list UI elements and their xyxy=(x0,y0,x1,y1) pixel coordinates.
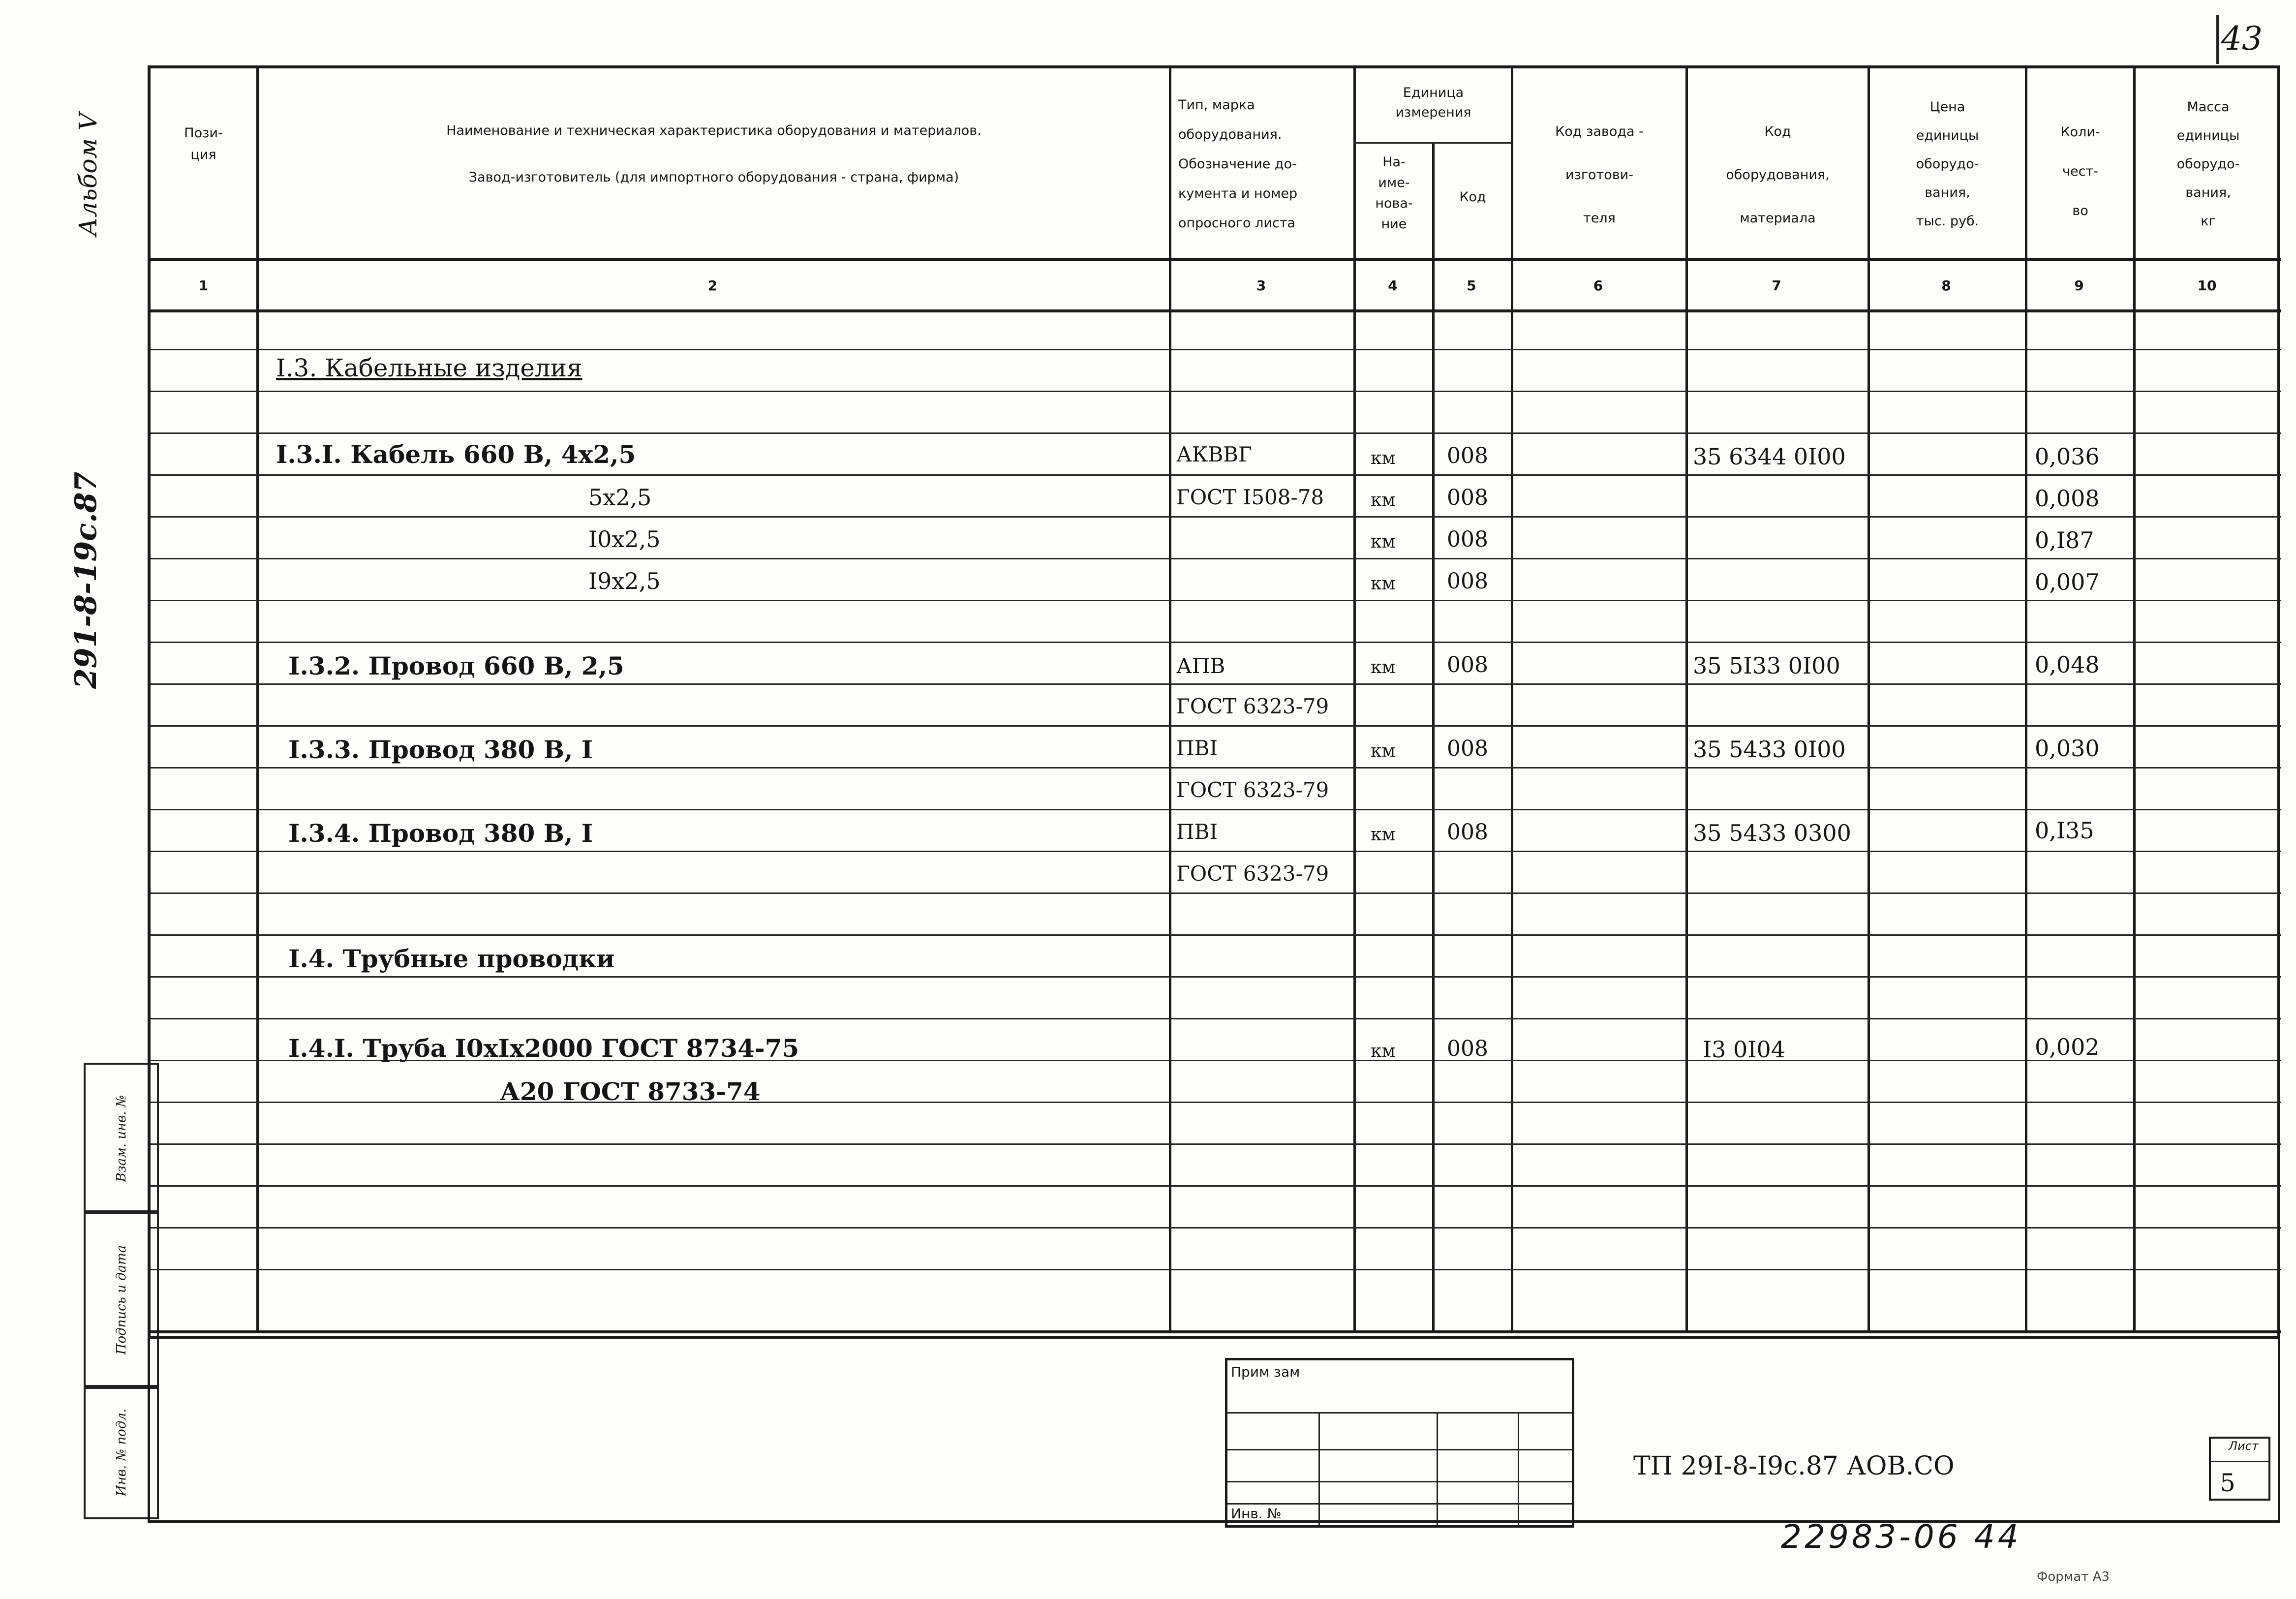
document-code: ТП 29I-8-I9с.87 АОВ.СО xyxy=(1633,1451,1955,1481)
item-material-code: 35 5433 0300 xyxy=(1693,820,1851,846)
col-number: 5 xyxy=(1467,277,1476,294)
item-unit: км xyxy=(1371,825,1396,845)
header-quantity: Коли- чест- во xyxy=(2060,124,2100,218)
row-line xyxy=(151,1018,2281,1019)
sheet-label: Лист xyxy=(2229,1439,2259,1453)
row-line xyxy=(151,432,2281,434)
item-material-code: I3 0I04 xyxy=(1703,1036,1786,1063)
row-line xyxy=(151,391,2281,392)
side-box-replace-label: Взам. инв. № xyxy=(114,1095,129,1182)
item-name: А20 ГОСТ 8733-74 xyxy=(500,1077,761,1106)
col-number: 7 xyxy=(1772,277,1781,294)
row-line xyxy=(151,558,2281,559)
album-label: Альбом V xyxy=(74,112,102,236)
revision-stamp-inventory: Инв. № xyxy=(1231,1506,1282,1522)
item-unit: км xyxy=(1371,448,1396,468)
item-quantity: 0,I87 xyxy=(2035,527,2094,554)
item-quantity: 0,030 xyxy=(2035,735,2100,762)
item-unit-code: 008 xyxy=(1447,820,1488,845)
row-line xyxy=(151,976,2281,978)
side-box-signature-label: Подпись и дата xyxy=(114,1245,129,1354)
item-quantity: 0,002 xyxy=(2035,1034,2100,1060)
item-name: I9х2,5 xyxy=(588,568,661,594)
item-unit-code: 008 xyxy=(1447,1036,1488,1061)
header-manufacturer-code: Код заводa - изготови- теля xyxy=(1555,124,1644,226)
revision-stamp xyxy=(1225,1358,1574,1528)
row-line xyxy=(151,809,2281,810)
item-material-code: 35 5433 0I00 xyxy=(1693,736,1846,763)
item-quantity: 0,036 xyxy=(2035,443,2100,470)
row-line xyxy=(151,1185,2281,1187)
row-line xyxy=(151,1143,2281,1145)
col-number: 8 xyxy=(1941,277,1951,294)
header-material-code: Код оборудования, материала xyxy=(1726,124,1830,226)
archive-number: 22983-06 44 xyxy=(1781,1518,2021,1556)
row-line xyxy=(151,1269,2281,1270)
item-type: АПВ xyxy=(1176,654,1225,678)
item-unit: км xyxy=(1371,741,1396,761)
header-unit-code: Код xyxy=(1459,189,1486,205)
item-name: I0х2,5 xyxy=(588,526,661,553)
item-unit: км xyxy=(1371,490,1396,510)
header-type: Тип, марка оборудования. Обозначение до- кумента и номер опросного листа xyxy=(1178,97,1298,231)
col-number: 2 xyxy=(707,277,718,294)
row-line xyxy=(151,934,2281,936)
col-number: 9 xyxy=(2074,277,2084,294)
page-number-bar xyxy=(2216,15,2219,64)
header-unit: Единица измерения xyxy=(1395,85,1471,120)
header-unit-name: На- име- нова- ние xyxy=(1375,154,1413,232)
item-quantity: 0,I35 xyxy=(2035,817,2094,844)
item-type: ПВI xyxy=(1176,820,1218,844)
item-type: ГОСТ 6323-79 xyxy=(1176,861,1329,886)
row-line xyxy=(151,349,2281,350)
item-type: АКВВГ xyxy=(1176,442,1252,466)
row-line xyxy=(151,516,2281,518)
header-line xyxy=(151,258,2281,261)
col-number: 3 xyxy=(1256,277,1266,294)
item-material-code: 35 6344 0I00 xyxy=(1693,443,1846,470)
row-line xyxy=(151,683,2281,685)
item-type: ГОСТ 6323-79 xyxy=(1176,694,1329,718)
col-number: 6 xyxy=(1593,277,1603,294)
col-line xyxy=(1432,142,1435,1333)
row-line xyxy=(151,767,2281,769)
row-line xyxy=(151,1227,2281,1229)
col-number: 10 xyxy=(2197,277,2217,294)
page-number: 43 xyxy=(2221,20,2263,58)
item-unit: км xyxy=(1371,1041,1396,1061)
col-number: 4 xyxy=(1388,277,1398,294)
item-type: ГОСТ 6323-79 xyxy=(1176,778,1329,802)
section-title: I.4. Трубные проводки xyxy=(288,944,615,973)
item-unit-code: 008 xyxy=(1447,736,1488,761)
item-name: I.3.2. Провод 660 В, 2,5 xyxy=(288,651,624,680)
row-line xyxy=(151,1102,2281,1103)
col-number: 1 xyxy=(198,277,209,294)
item-quantity: 0,048 xyxy=(2035,651,2100,678)
item-material-code: 35 5I33 0I00 xyxy=(1693,652,1840,679)
header-unit-mass: Масса единицы оборудо- вания, кг xyxy=(2176,99,2240,229)
header-position: Пози- ция xyxy=(184,125,223,162)
item-unit-code: 008 xyxy=(1447,527,1488,552)
header-unit-price: Цена единицы оборудо- вания, тыс. руб. xyxy=(1916,99,1979,229)
item-unit: км xyxy=(1371,657,1396,677)
item-name: I.3.3. Провод 380 В, I xyxy=(288,735,593,764)
section-title: I.3. Кабельные изделия xyxy=(276,354,582,382)
item-quantity: 0,007 xyxy=(2035,569,2100,595)
item-unit-code: 008 xyxy=(1447,443,1488,468)
item-name: I.3.4. Провод 380 В, I xyxy=(288,819,593,848)
item-unit: км xyxy=(1371,532,1396,552)
item-name: I.4.I. Труба I0хIх2000 ГОСТ 8734-75 xyxy=(288,1034,799,1063)
row-line xyxy=(151,725,2281,727)
item-quantity: 0,008 xyxy=(2035,485,2100,512)
item-type: ГОСТ I508-78 xyxy=(1176,485,1324,509)
header-manufacturer: Завод-изготовитель (для импортного оборудования - страна, фирма) xyxy=(468,170,959,185)
sheet-number: 5 xyxy=(2220,1469,2235,1497)
revision-stamp-title: Прим зам xyxy=(1231,1364,1300,1380)
side-document-code: 291-8-19с.87 xyxy=(69,471,103,689)
side-box-inventory-label: Инв. № подл. xyxy=(114,1408,129,1496)
specification-table xyxy=(148,65,2280,1339)
table-bottom-line xyxy=(151,1330,2281,1333)
format-label: Формат А3 xyxy=(2037,1569,2110,1584)
title-block xyxy=(148,1336,2280,1523)
item-unit-code: 008 xyxy=(1447,652,1488,677)
unit-header-split xyxy=(1353,142,1511,144)
col-number-line xyxy=(151,309,2281,312)
item-type: ПВI xyxy=(1176,736,1218,760)
row-line xyxy=(151,474,2281,476)
item-name: 5х2,5 xyxy=(588,484,652,511)
row-line xyxy=(151,851,2281,852)
row-line xyxy=(151,600,2281,601)
item-unit: км xyxy=(1371,574,1396,594)
row-line xyxy=(151,642,2281,643)
item-unit-code: 008 xyxy=(1447,569,1488,594)
item-unit-code: 008 xyxy=(1447,485,1488,510)
row-line xyxy=(151,892,2281,894)
item-name: I.3.I. Кабель 660 В, 4х2,5 xyxy=(276,440,636,469)
header-name: Наименование и техническая характеристика оборудования и материалов. xyxy=(446,123,981,138)
